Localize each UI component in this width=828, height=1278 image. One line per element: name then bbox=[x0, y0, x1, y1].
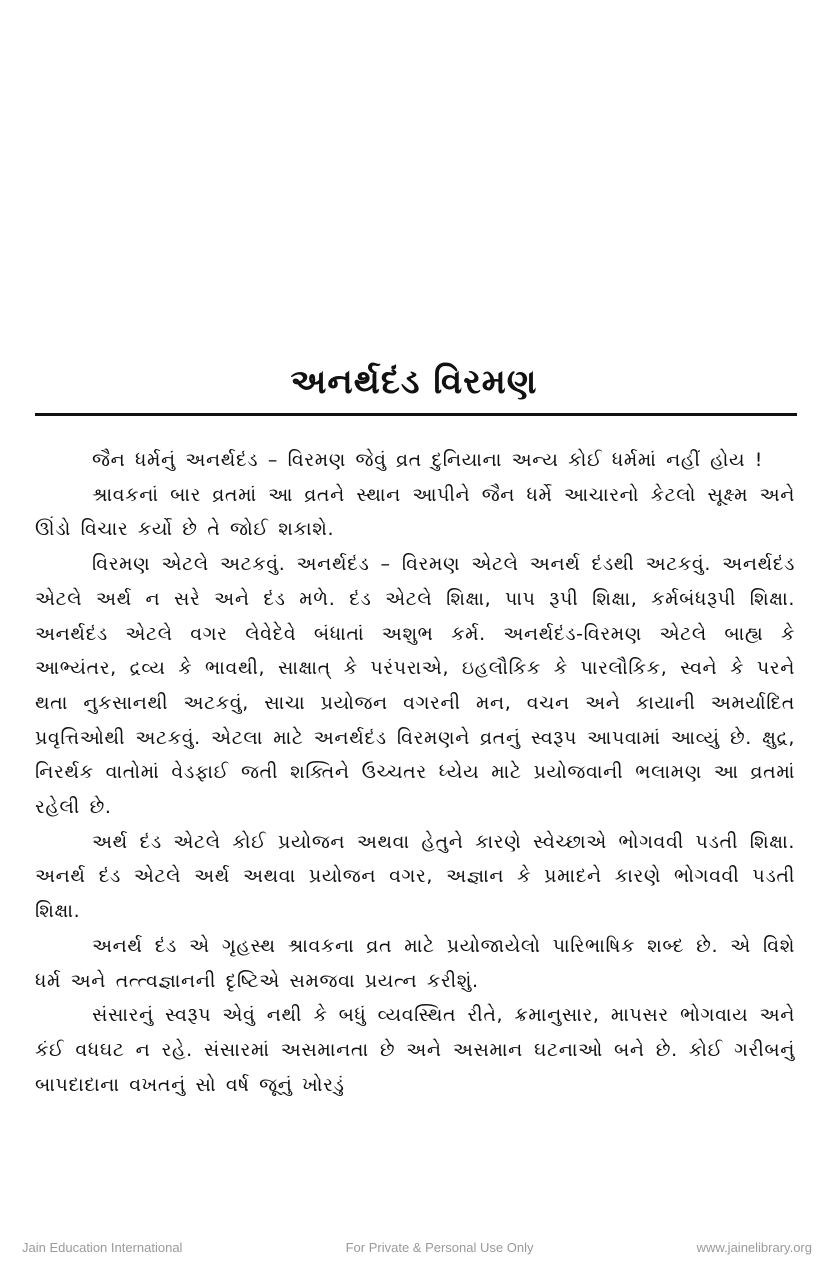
paragraph-4: અર્થ દંડ એટલે કોઈ પ્રયોજન અથવા હેતુને કારણે સ્વેચ્છાએ ભોગવવી પડતી શિક્ષા. અનર્થ દંડ એટલે અર્થ અથવા પ્રયોજન વગર, અજ્ઞાન કે પ્રમાદને કારણે ભોગવવી પડતી શિક્ષા. bbox=[35, 830, 795, 923]
paragraph-3: વિરમણ એટલે અટકવું. અનર્થદંડ – વિરમણ એટલે અનર્થ દંડથી અટકવું. અનર્થદંડ એટલે અર્થ ન સરે અને દંડ મળે. દંડ એટલે શિક્ષા, પાપ રૂપી શિક્ષા, કર્મબંધરૂપી શિક્ષા. અનર્થદંડ એટલે વગર લેવેદેવે બંધાતાં અશુભ કર્મ. અનર્થદંડ-વિરમણ એટલે બાહ્ય કે આભ્યંતર, દ્રવ્ય કે ભાવથી, સાક્ષાત્ કે પરંપરાએ, ઇહલૌકિક કે પારલૌકિક, સ્વને કે પરને થતા નુકસાનથી અટકવું, સાચા પ્રયોજન વગરની મન, વચન અને કાયાની અમર્યાદિત પ્રવૃત્તિઓથી અટકવું. એટલા માટે અનર્થદંડ વિરમણને વ્રતનું સ્વરૂપ આપવામાં આવ્યું છે. ક્ષુદ્ર, નિરર્થક વાતોમાં વેડફાઈ જતી શક્તિને ઉચ્ચતર ધ્યેય માટે પ્રયોજવાની ભલામણ આ વ્રતમાં રહેલી છે. bbox=[35, 553, 795, 819]
paragraph-2: શ્રાવકનાં બાર વ્રતમાં આ વ્રતને સ્થાન આપીને જૈન ધર્મે આચારનો કેટલો સૂક્ષ્મ અને ઊંડો વિચાર કર્યો છે તે જોઈ શકાશે. bbox=[35, 483, 795, 541]
document-body bbox=[35, 443, 795, 1102]
title-underline-divider bbox=[35, 413, 797, 416]
page-footer bbox=[22, 1240, 812, 1258]
footer-usage-notice: For Private & Personal Use Only bbox=[345, 1240, 534, 1255]
footer-publisher: Jain Education International bbox=[22, 1240, 183, 1255]
page-title: અનર્થદંડ વિરમણ bbox=[290, 362, 538, 402]
paragraph-6: સંસારનું સ્વરૂપ એવું નથી કે બધું વ્યવસ્થિત રીતે, ક્રમાનુસાર, માપસર ભોગવાય અને કંઈ વધઘટ ન રહે. સંસારમાં અસમાનતા છે અને અસમાન ઘટનાઓ બને છે. કોઈ ગરીબનું બાપદાદાના વખતનું સો વર્ષ જૂનું ખોરડું bbox=[35, 1004, 795, 1096]
footer-website-link[interactable]: www.jainelibrary.org bbox=[696, 1240, 812, 1255]
paragraph-5: અનર્થ દંડ એ ગૃહસ્થ શ્રાવકના વ્રત માટે પ્રયોજાયેલો પારિભાષિક શબ્દ છે. એ વિશે ધર્મ અને તત્ત્વજ્ઞાનની દૃષ્ટિએ સમજવા પ્રયત્ન કરીશું. bbox=[35, 934, 795, 992]
paragraph-1: જૈન ધર્મનું અનર્થદંડ – વિરમણ જેવું વ્રત દુનિયાના અન્ય કોઈ ધર્મમાં નહીં હોય ! bbox=[92, 449, 763, 471]
